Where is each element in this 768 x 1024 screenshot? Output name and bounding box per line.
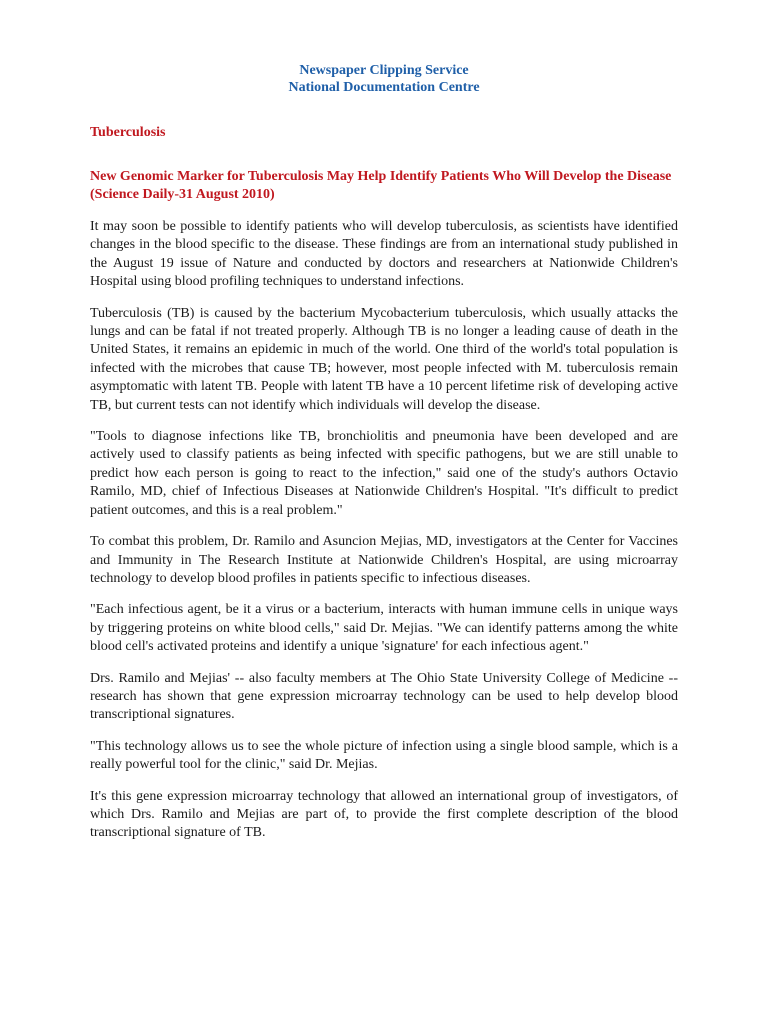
article-paragraph: It's this gene expression microarray technology that allowed an international group of investigators, of which Drs. Ramilo and Mejias are part of, to provide the first complete description of the blood transcriptional signature of TB. <box>90 788 678 841</box>
section-title: Tuberculosis <box>90 125 166 140</box>
article-paragraph: "This technology allows us to see the whole picture of infection using a single blood sample, which is a really powerful tool for the clinic," said Dr. Mejias. <box>90 738 678 773</box>
article-paragraph: "Tools to diagnose infections like TB, bronchiolitis and pneumonia have been developed and are actively used to classify patients as being infected with specific pathogens, but we are still unable to predict how each person is going to react to the infection," said one of the study's authors Octavio Ramilo, MD, chief of Infectious Diseases at Nationwide Children's Hospital. "It's difficult to predict patient outcomes, and this is a real problem." <box>90 429 678 518</box>
header-service-name: Newspaper Clipping Service <box>299 63 469 78</box>
article-paragraph: To combat this problem, Dr. Ramilo and Asuncion Mejias, MD, investigators at the Center for Vaccines and Immunity in The Research Institute at Nationwide Children's Hospital, are using microarray technology to develop blood profiles in patients specific to infectious diseases. <box>90 534 678 586</box>
article-paragraph: Tuberculosis (TB) is caused by the bacterium Mycobacterium tuberculosis, which usually attacks the lungs and can be fatal if not treated properly. Although TB is no longer a leading cause of death in the United States, it remains an epidemic in much of the world. One third of the world's total population is infected with the microbes that cause TB; however, most people infected with M. tuberculosis remain asymptomatic with latent TB. People with latent TB have a 10 percent lifetime risk of developing active TB, but current tests can not identify which individuals will develop the disease. <box>90 305 678 413</box>
article-paragraph: Drs. Ramilo and Mejias' -- also faculty members at The Ohio State University College of Medicine -- research has shown that gene expression microarray technology can be used to help develop blood transcriptional signatures. <box>90 670 678 723</box>
article-paragraph: "Each infectious agent, be it a virus or a bacterium, interacts with human immune cells in unique ways by triggering proteins on white blood cells," said Dr. Mejias. "We can identify patterns among the white blood cell's activated proteins and identify a unique 'signature' for each infectious agent." <box>90 602 678 655</box>
document-header <box>90 62 678 96</box>
header-centre-name: National Documentation Centre <box>288 80 480 95</box>
article-headline: New Genomic Marker for Tuberculosis May Help Identify Patients Who Will Develop the Disease (Science Daily-31 August 2010) <box>90 169 672 202</box>
document-page <box>90 62 678 843</box>
article-paragraph: It may soon be possible to identify patients who will develop tuberculosis, as scientists have identified changes in the blood specific to the disease. These findings are from an international study published in the August 19 issue of Nature and conducted by doctors and researchers at Nationwide Children's Hospital using blood profiling techniques to understand infections. <box>90 219 678 290</box>
